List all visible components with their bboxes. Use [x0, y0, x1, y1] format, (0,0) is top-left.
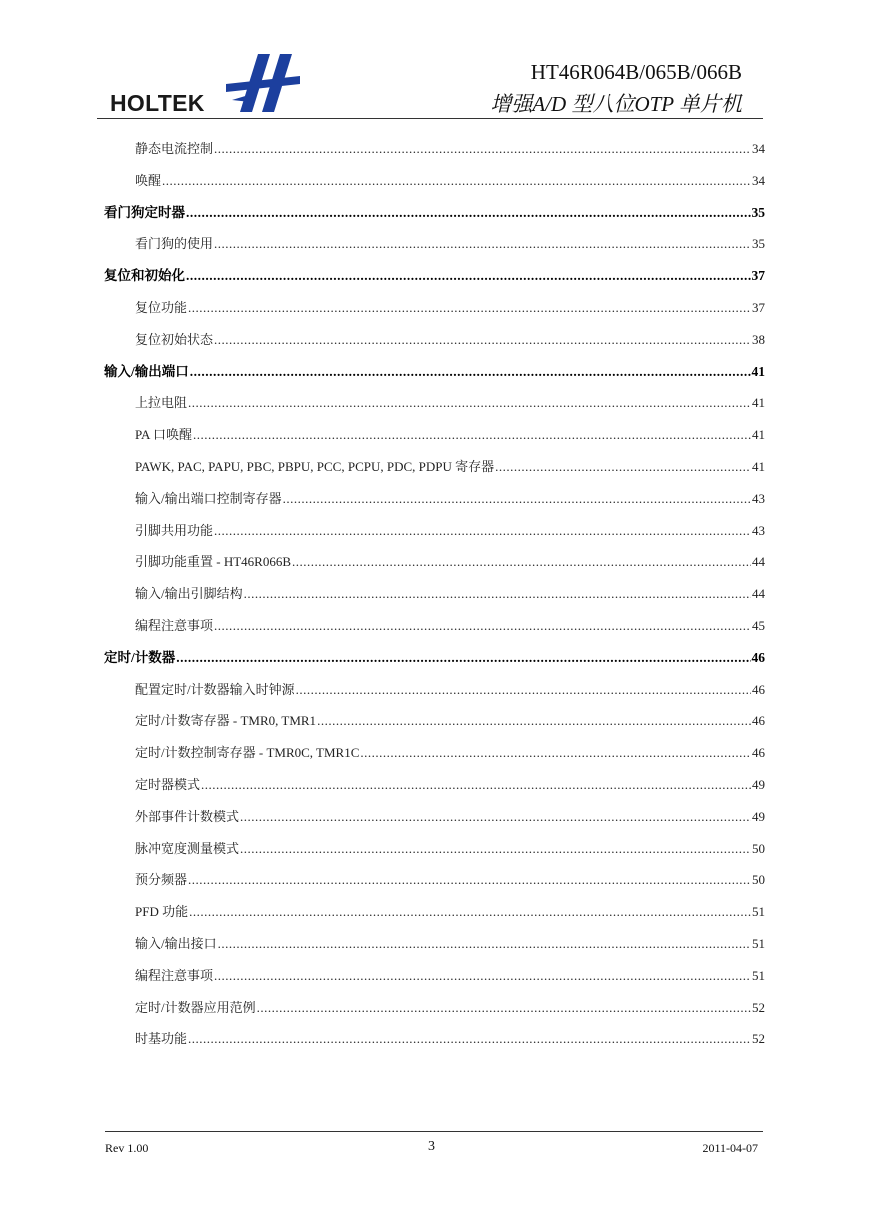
toc-entry-page: 35: [752, 236, 765, 252]
toc-entry-page: 49: [752, 776, 765, 792]
toc-leader-dots: [188, 869, 751, 891]
toc-subsection-row[interactable]: [104, 806, 765, 838]
toc-entry-page: 50: [752, 840, 765, 856]
toc-entry-label: 唤醒: [135, 172, 162, 188]
toc-entry-label: 引脚共用功能: [135, 522, 214, 538]
toc-entry-label: PAWK, PAC, PAPU, PBC, PBPU, PCC, PCPU, PDC, PDPU 寄存器: [135, 458, 495, 474]
toc-entry-label: 时基功能: [135, 1031, 188, 1047]
toc-entry-page: 44: [752, 554, 765, 570]
toc-entry-label: 预分频器: [135, 872, 188, 888]
toc-leader-dots: [186, 202, 751, 224]
toc-leader-dots: [188, 297, 751, 319]
toc-subsection-row[interactable]: [104, 838, 765, 870]
toc-entry-label: 配置定时/计数器输入时钟源: [135, 681, 295, 697]
toc-entry-label: 脉冲宽度测量模式: [135, 840, 240, 856]
toc-entry-page: 38: [752, 331, 765, 347]
toc-entry-label: 外部事件计数模式: [135, 808, 240, 824]
toc-entry-label: 输入/输出端口控制寄存器: [135, 490, 282, 506]
toc-entry-label: 输入/输出接口: [135, 935, 217, 951]
holtek-logo: [110, 50, 305, 116]
toc-entry-label: 定时/计数器应用范例: [135, 999, 256, 1015]
toc-entry-label: PA 口唤醒: [135, 427, 192, 443]
toc-subsection-row[interactable]: [104, 901, 765, 933]
footer-divider: [105, 1131, 763, 1132]
toc-subsection-row[interactable]: [104, 583, 765, 615]
toc-entry-page: 35: [751, 204, 765, 220]
toc-subsection-row[interactable]: [104, 997, 765, 1029]
revision-label: Rev 1.00: [105, 1141, 149, 1155]
toc-entry-page: 37: [751, 268, 765, 284]
toc-entry-label: 编程注意事项: [135, 967, 214, 983]
toc-entry-label: 定时/计数器: [104, 649, 176, 665]
toc-subsection-row[interactable]: [104, 774, 765, 806]
toc-entry-page: 41: [752, 458, 765, 474]
toc-leader-dots: [193, 424, 751, 446]
toc-entry-page: 34: [752, 172, 765, 188]
toc-subsection-row[interactable]: [104, 329, 765, 361]
toc-leader-dots: [190, 361, 751, 383]
toc-subsection-row[interactable]: [104, 742, 765, 774]
toc-leader-dots: [495, 456, 751, 478]
toc-leader-dots: [189, 901, 751, 923]
toc-entry-page: 46: [751, 649, 765, 665]
toc-leader-dots: [186, 265, 751, 287]
toc-leader-dots: [188, 392, 751, 414]
toc-subsection-row[interactable]: [104, 615, 765, 647]
logo-text: HOLTEK: [110, 90, 205, 116]
toc-entry-page: 41: [752, 395, 765, 411]
toc-entry-label: 编程注意事项: [135, 617, 214, 633]
toc-leader-dots: [317, 710, 751, 732]
toc-subsection-row[interactable]: [104, 424, 765, 456]
toc-entry-page: 52: [752, 999, 765, 1015]
toc-entry-page: 51: [752, 967, 765, 983]
toc-leader-dots: [176, 647, 750, 669]
toc-leader-dots: [218, 933, 751, 955]
toc-entry-page: 46: [752, 745, 765, 761]
toc-leader-dots: [214, 965, 751, 987]
toc-entry-page: 50: [752, 872, 765, 888]
toc-section-row[interactable]: [104, 361, 765, 393]
toc-entry-page: 43: [752, 490, 765, 506]
toc-entry-page: 43: [752, 522, 765, 538]
toc-leader-dots: [240, 806, 751, 828]
toc-entry-label: 定时/计数控制寄存器 - TMR0C, TMR1C: [135, 745, 360, 761]
toc-entry-page: 46: [752, 681, 765, 697]
toc-entry-page: 49: [752, 808, 765, 824]
toc-subsection-row[interactable]: [104, 297, 765, 329]
toc-entry-label: 输入/输出端口: [104, 363, 189, 379]
toc-section-row[interactable]: [104, 202, 765, 234]
toc-subsection-row[interactable]: [104, 233, 765, 265]
toc-entry-label: 复位初始状态: [135, 331, 214, 347]
toc-entry-page: 45: [752, 617, 765, 633]
document-subtitle: 增强A/D 型八位OTP 单片机: [490, 92, 742, 116]
header-divider: [97, 118, 763, 119]
toc-leader-dots: [244, 583, 751, 605]
toc-subsection-row[interactable]: [104, 679, 765, 711]
toc-subsection-row[interactable]: [104, 710, 765, 742]
toc-leader-dots: [214, 615, 751, 637]
toc-leader-dots: [240, 838, 751, 860]
toc-leader-dots: [162, 170, 751, 192]
toc-entry-label: 看门狗的使用: [135, 236, 214, 252]
toc-entry-page: 37: [752, 299, 765, 315]
toc-entry-label: 上拉电阻: [135, 395, 188, 411]
toc-leader-dots: [292, 551, 751, 573]
toc-entry-label: 定时/计数寄存器 - TMR0, TMR1: [135, 713, 317, 729]
table-of-contents: [104, 138, 765, 1060]
toc-entry-label: 输入/输出引脚结构: [135, 586, 243, 602]
toc-subsection-row[interactable]: [104, 488, 765, 520]
toc-entry-page: 44: [752, 586, 765, 602]
document-date: 2011-04-07: [702, 1141, 758, 1155]
toc-subsection-row[interactable]: [104, 1028, 765, 1060]
toc-entry-label: 静态电流控制: [135, 141, 214, 156]
holtek-h-logo-icon: [222, 50, 302, 114]
toc-entry-page: 34: [752, 141, 765, 156]
toc-entry-page: 41: [751, 363, 765, 379]
toc-entry-label: PFD 功能: [135, 904, 189, 920]
toc-entry-label: 复位功能: [135, 299, 188, 315]
toc-leader-dots: [283, 488, 751, 510]
toc-entry-label: 定时器模式: [135, 776, 201, 792]
toc-subsection-row[interactable]: [104, 456, 765, 488]
toc-subsection-row[interactable]: [104, 520, 765, 552]
toc-entry-label: 看门狗定时器: [104, 204, 185, 220]
toc-subsection-row[interactable]: [104, 138, 765, 170]
toc-entry-page: 52: [752, 1031, 765, 1047]
toc-subsection-row[interactable]: [104, 933, 765, 965]
toc-leader-dots: [188, 1028, 751, 1050]
toc-leader-dots: [257, 997, 751, 1019]
document-model: HT46R064B/065B/066B: [530, 60, 742, 84]
toc-entry-label: 复位和初始化: [104, 268, 185, 284]
toc-section-row[interactable]: [104, 647, 765, 679]
toc-leader-dots: [214, 233, 751, 255]
toc-subsection-row[interactable]: [104, 551, 765, 583]
toc-leader-dots: [214, 520, 751, 542]
toc-subsection-row[interactable]: [104, 392, 765, 424]
page-number: 3: [428, 1139, 435, 1154]
toc-entry-page: 51: [752, 935, 765, 951]
toc-subsection-row[interactable]: [104, 965, 765, 997]
toc-leader-dots: [360, 742, 751, 764]
toc-leader-dots: [214, 138, 751, 160]
toc-section-row[interactable]: [104, 265, 765, 297]
toc-entry-page: 51: [752, 904, 765, 920]
toc-entry-label: 引脚功能重置 - HT46R066B: [135, 554, 292, 570]
toc-subsection-row[interactable]: [104, 869, 765, 901]
toc-subsection-row[interactable]: [104, 170, 765, 202]
toc-leader-dots: [296, 679, 751, 701]
toc-entry-page: 46: [752, 713, 765, 729]
toc-leader-dots: [214, 329, 751, 351]
toc-leader-dots: [201, 774, 751, 796]
toc-entry-page: 41: [752, 427, 765, 443]
